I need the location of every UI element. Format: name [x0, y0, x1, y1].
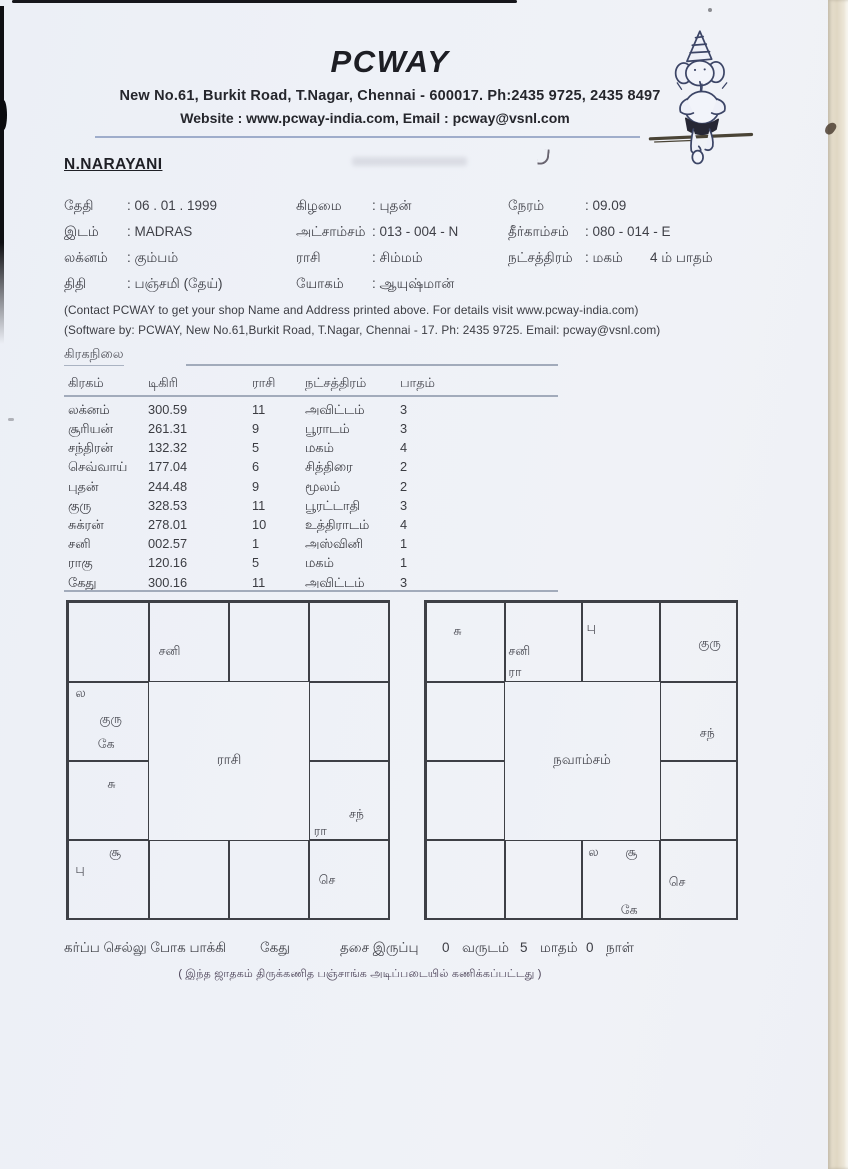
detail-label: லக்னம் — [64, 250, 108, 265]
planet-nakshatra: அஸ்வினி — [305, 536, 363, 551]
detail-label: தேதி — [64, 198, 94, 213]
planet-label: செ — [318, 873, 336, 888]
table-row — [64, 421, 564, 438]
rasi-chart-cell-cancer — [308, 681, 390, 762]
brand-title: PCWAY — [330, 44, 450, 79]
scan-artifact — [12, 0, 517, 3]
detail-value: : MADRAS — [127, 224, 193, 239]
navamsa-chart-cell-scorpio — [504, 839, 584, 920]
planet-padham: 1 — [400, 555, 408, 570]
planet-label: செ — [668, 874, 686, 889]
column-header: கிரகம் — [68, 375, 104, 390]
planet-name: செவ்வாய் — [68, 459, 128, 474]
planet-name: ராகு — [68, 555, 93, 570]
dasa-balance-label: தசை இருப்பு — [340, 940, 419, 955]
planet-degree: 328.53 — [148, 498, 188, 513]
header-divider — [95, 136, 640, 138]
details-row — [64, 224, 804, 244]
planet-name: சனி — [68, 536, 91, 551]
planet-label: கே — [620, 903, 638, 918]
table-row — [64, 517, 564, 534]
planet-label: சு — [453, 623, 462, 638]
column-header: நட்சத்திரம் — [305, 375, 367, 390]
navamsa-chart-cell-pisces — [426, 602, 506, 683]
planet-rasi: 9 — [252, 421, 260, 436]
rasi-chart-cell-scorpio — [148, 839, 230, 920]
detail-value: : பஞ்சமி (தேய்) — [127, 276, 223, 291]
planet-rasi: 5 — [252, 440, 260, 455]
planet-label: சூ — [109, 844, 121, 859]
table-row — [64, 459, 564, 476]
planet-label: ரா — [313, 824, 327, 839]
navamsa-chart-cell-virgo — [659, 839, 739, 920]
detail-value: : 080 - 014 - E — [585, 224, 671, 239]
planet-padham: 1 — [400, 536, 408, 551]
scanner-edge-strip — [828, 0, 848, 1169]
table-row — [64, 498, 564, 515]
column-header: பாதம் — [400, 375, 435, 390]
planet-nakshatra: மகம் — [305, 555, 334, 570]
scan-artifact — [0, 6, 4, 344]
table-row — [64, 479, 564, 496]
table-row — [64, 536, 564, 553]
navamsa-chart-cell-gemini — [659, 602, 739, 683]
detail-label: நேரம் — [508, 198, 545, 213]
navamsa-chart-cell-aquarius — [426, 681, 506, 762]
planet-nakshatra: பூராடம் — [305, 421, 350, 436]
planet-label: சூ — [625, 844, 638, 859]
detail-label: இடம் — [64, 224, 99, 239]
column-header: டிகிரி — [148, 375, 178, 390]
planet-degree: 300.16 — [148, 575, 188, 590]
rasi-chart-cell-gemini — [308, 602, 390, 683]
detail-label: நட்சத்திரம் — [508, 250, 573, 265]
planet-label: சந் — [349, 806, 364, 821]
scan-artifact — [0, 100, 7, 130]
rasi-chart-cell-taurus — [228, 602, 310, 683]
planet-degree: 244.48 — [148, 479, 188, 494]
detail-label: கிழமை — [296, 198, 342, 213]
dasa-months-unit: மாதம் — [540, 940, 578, 955]
planet-rasi: 11 — [252, 402, 266, 417]
rasi-chart-cell-libra — [228, 839, 310, 920]
planet-padham: 4 — [400, 517, 408, 532]
dasa-prefix: கர்ப்ப செல்லு போக பாக்கி — [64, 940, 227, 955]
planet-name: புதன் — [68, 479, 99, 494]
rasi-chart-cell-aries — [148, 602, 230, 683]
navamsa-chart — [424, 600, 738, 920]
planet-name: லக்னம் — [68, 402, 110, 417]
detail-value: : 013 - 004 - N — [372, 224, 459, 239]
rasi-chart-cell-sagittarius — [68, 839, 150, 920]
planet-nakshatra: அவிட்டம் — [305, 575, 365, 590]
detail-value: : சிம்மம் — [372, 250, 423, 265]
dasa-days-value: 0 — [586, 940, 594, 955]
planet-table-title: கிரகநிலை — [64, 346, 124, 366]
dasa-planet: கேது — [260, 940, 290, 955]
planet-table-header — [64, 375, 564, 392]
details-row — [64, 198, 804, 218]
software-note-line: (Software by: PCWAY, New No.61,Burkit Road, T.Nagar, Chennai - 17. Ph: 2435 9725. Email: pcway@vsnl.com) — [64, 323, 661, 337]
detail-value: : ஆயுஷ்மான் — [372, 276, 455, 291]
header-website-email: Website : www.pcway-india.com, Email : pcway@vsnl.com — [180, 110, 570, 126]
planet-name: சுக்ரன் — [68, 517, 104, 532]
planet-label: பு — [75, 862, 85, 877]
navamsa-chart-cell-taurus — [581, 602, 661, 683]
planet-label: கே — [97, 737, 115, 752]
detail-label: திதி — [64, 276, 87, 291]
planet-nakshatra: மூலம் — [305, 479, 341, 494]
person-name: N.NARAYANI — [64, 156, 163, 173]
navamsa-chart-center-label: நவாம்சம் — [504, 681, 661, 841]
planet-rasi: 5 — [252, 555, 260, 570]
header-address: New No.61, Burkit Road, T.Nagar, Chennai - 600017. Ph:2435 9725, 2435 8497 — [119, 88, 661, 104]
details-row — [64, 276, 804, 296]
planet-label: சனி — [508, 644, 531, 659]
detail-value: : மகம் — [585, 250, 623, 265]
table-rule — [186, 364, 558, 366]
table-row — [64, 555, 564, 572]
planet-padham: 4 — [400, 440, 408, 455]
planet-padham: 2 — [400, 479, 408, 494]
detail-label: அட்சாம்சம் — [296, 224, 366, 239]
planet-rasi: 11 — [252, 575, 266, 590]
planet-label: சந் — [699, 726, 715, 741]
dasa-years-unit: வருடம் — [462, 940, 510, 955]
scan-artifact — [8, 418, 14, 421]
detail-value: : 06 . 01 . 1999 — [127, 198, 218, 213]
planet-padham: 3 — [400, 402, 408, 417]
planet-name: சந்திரன் — [68, 440, 113, 455]
detail-value: 4 ம் பாதம் — [650, 250, 713, 265]
detail-value: : 09.09 — [585, 198, 627, 213]
planet-rasi: 1 — [252, 536, 260, 551]
planet-padham: 3 — [400, 575, 408, 590]
planet-degree: 177.04 — [148, 459, 188, 474]
navamsa-chart-cell-aries — [504, 602, 584, 683]
planet-label: குரு — [698, 636, 721, 651]
navamsa-chart-cell-sagittarius — [426, 839, 506, 920]
planet-degree: 120.16 — [148, 555, 188, 570]
planet-label: சு — [107, 776, 116, 791]
detail-label: யோகம் — [296, 276, 344, 291]
lagna-label: ல — [75, 685, 86, 700]
planet-padham: 3 — [400, 421, 408, 436]
planet-rasi: 11 — [252, 498, 266, 513]
planet-label: சனி — [158, 644, 181, 659]
detail-label: ராசி — [296, 250, 321, 265]
contact-note-line: (Contact PCWAY to get your shop Name and Address printed above. For details visit www.pcway-india.com) — [64, 303, 639, 317]
scan-artifact — [537, 148, 550, 165]
table-rule — [64, 395, 558, 397]
planet-nakshatra: அவிட்டம் — [305, 402, 365, 417]
planet-label: பு — [586, 620, 596, 635]
ganesha-illustration — [648, 28, 756, 170]
detail-label: தீர்காம்சம் — [508, 224, 569, 239]
calculation-footnote: ( இந்த ஜாதகம் திருக்கணித பஞ்சாங்க அடிப்படையில் கணிக்கப்பட்டது ) — [178, 968, 542, 980]
table-row — [64, 402, 564, 419]
planet-rasi: 10 — [252, 517, 267, 532]
rasi-chart-cell-capricorn — [68, 760, 150, 841]
planet-degree: 132.32 — [148, 440, 188, 455]
planet-degree: 278.01 — [148, 517, 188, 532]
dasa-months-value: 5 — [520, 940, 528, 955]
detail-value: : புதன் — [372, 198, 412, 213]
table-rule — [64, 590, 558, 592]
planet-name: கேது — [68, 575, 97, 590]
rasi-chart-cell-aquarius — [68, 681, 150, 762]
planet-rasi: 6 — [252, 459, 260, 474]
lagna-label: ல — [588, 844, 599, 859]
rasi-chart — [66, 600, 390, 920]
scan-artifact — [708, 8, 712, 12]
planet-label: குரு — [99, 712, 123, 727]
navamsa-chart-cell-leo — [659, 760, 739, 841]
planet-padham: 2 — [400, 459, 408, 474]
planet-nakshatra: மகம் — [305, 440, 334, 455]
planet-degree: 300.59 — [148, 402, 188, 417]
rasi-chart-center-label: ராசி — [148, 681, 310, 841]
navamsa-chart-cell-capricorn — [426, 760, 506, 841]
column-header: ராசி — [252, 375, 276, 390]
planet-padham: 3 — [400, 498, 408, 513]
dasa-years-value: 0 — [442, 940, 450, 955]
rasi-chart-cell-pisces — [68, 602, 150, 683]
navamsa-chart-cell-libra — [581, 839, 661, 920]
planet-degree: 002.57 — [148, 536, 188, 551]
details-row — [64, 250, 804, 270]
planet-nakshatra: சித்திரை — [305, 459, 353, 474]
dasa-days-unit: நாள் — [606, 940, 634, 955]
scan-artifact — [352, 157, 467, 166]
rasi-chart-cell-virgo — [308, 839, 390, 920]
table-row — [64, 440, 564, 457]
planet-label: ரா — [508, 665, 522, 680]
detail-value: : கும்பம் — [127, 250, 179, 265]
rasi-chart-cell-leo — [308, 760, 390, 841]
planet-nakshatra: பூரட்டாதி — [305, 498, 360, 513]
planet-nakshatra: உத்திராடம் — [305, 517, 370, 532]
navamsa-chart-cell-cancer — [659, 681, 739, 762]
planet-name: சூரியன் — [68, 421, 113, 436]
planet-degree: 261.31 — [148, 421, 188, 436]
planet-rasi: 9 — [252, 479, 260, 494]
planet-name: குரு — [68, 498, 92, 513]
